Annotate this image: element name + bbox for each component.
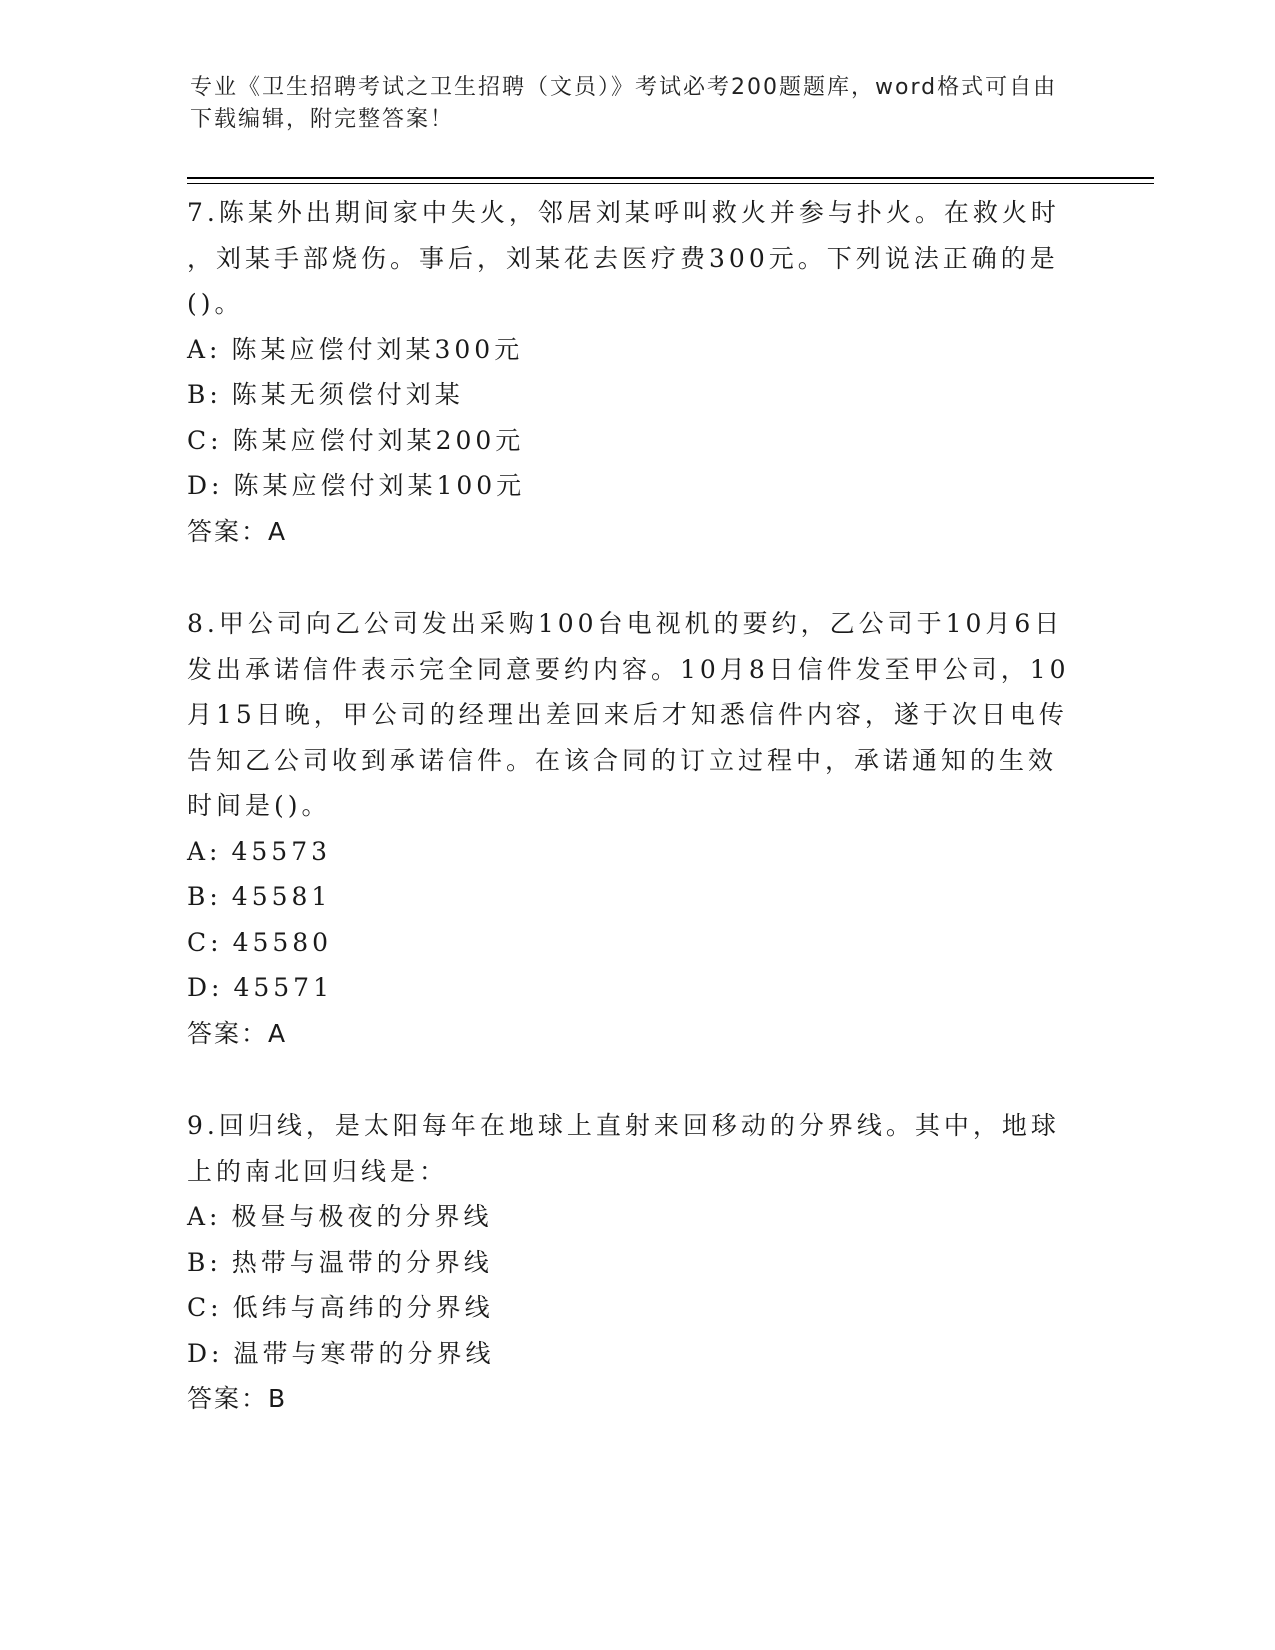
question-stem-line: 9.回归线，是太阳每年在地球上直射来回移动的分界线。其中，地球 bbox=[187, 1111, 1060, 1140]
answer-line: 答案：A bbox=[187, 516, 288, 546]
question-stem-line: 8.甲公司向乙公司发出采购100台电视机的要约，乙公司于10月6日 bbox=[187, 609, 1064, 638]
option-text: 45581 bbox=[231, 882, 332, 911]
option-text: 极昼与极夜的分界线 bbox=[231, 1202, 493, 1231]
question-stem-line: 告知乙公司收到承诺信件。在该合同的订立过程中，承诺通知的生效 bbox=[187, 745, 1058, 775]
option-letter: C: bbox=[187, 1293, 223, 1322]
question-stem-line: 7.陈某外出期间家中失火，邻居刘某呼叫救火并参与扑火。在救火时 bbox=[187, 198, 1060, 227]
option-b bbox=[187, 372, 1087, 418]
option-text: 陈某无须偿付刘某 bbox=[231, 380, 464, 409]
option-letter: A: bbox=[187, 1202, 222, 1231]
option-d bbox=[187, 463, 1087, 509]
option-letter: C: bbox=[187, 425, 223, 455]
question-stem-line: ，刘某手部烧伤。事后，刘某花去医疗费300元。下列说法正确的是 bbox=[187, 243, 1059, 273]
option-text: 热带与温带的分界线 bbox=[231, 1247, 493, 1277]
question-stem-line: 上的南北回归线是： bbox=[187, 1156, 449, 1186]
option-text: 陈某应偿付刘某300元 bbox=[231, 334, 524, 364]
option-text: 45571 bbox=[233, 973, 333, 1002]
option-letter: C: bbox=[187, 927, 223, 957]
document-header: 专业《卫生招聘考试之卫生招聘（文员）》考试必考200题题库，word格式可自由下载编辑，附完整答案！ bbox=[190, 75, 1058, 132]
option-text: 陈某应偿付刘某100元 bbox=[233, 471, 526, 500]
header-rule-thick bbox=[187, 177, 1154, 179]
option-letter: D: bbox=[187, 1338, 224, 1368]
question-stem-line: ()。 bbox=[187, 289, 244, 318]
header-rule-thin bbox=[187, 183, 1154, 184]
option-letter: B: bbox=[187, 882, 222, 911]
option-letter: D: bbox=[187, 973, 224, 1002]
option-letter: A: bbox=[187, 334, 222, 364]
option-text: 45573 bbox=[231, 836, 332, 866]
option-text: 陈某应偿付刘某200元 bbox=[232, 425, 525, 455]
option-text: 45580 bbox=[232, 927, 333, 957]
question-stem-line: 时间是()。 bbox=[187, 791, 331, 820]
option-letter: A: bbox=[187, 836, 222, 866]
question-stem-line: 发出承诺信件表示完全同意要约内容。10月8日信件发至甲公司，10 bbox=[187, 654, 1070, 684]
question-block bbox=[187, 601, 1087, 1056]
option-d bbox=[187, 1331, 1087, 1377]
option-letter: B: bbox=[187, 380, 222, 409]
option-letter: B: bbox=[187, 1247, 222, 1277]
answer-line: 答案：B bbox=[187, 1384, 288, 1413]
answer-line: 答案：A bbox=[187, 1018, 288, 1048]
option-a bbox=[187, 327, 1087, 373]
question-block bbox=[187, 1103, 1087, 1422]
option-b bbox=[187, 1240, 1087, 1286]
option-b bbox=[187, 874, 1087, 920]
question-stem-line: 月15日晚，甲公司的经理出差回来后才知悉信件内容，遂于次日电传 bbox=[187, 700, 1068, 729]
option-text: 温带与寒带的分界线 bbox=[233, 1338, 495, 1368]
option-a bbox=[187, 1194, 1087, 1240]
option-letter: D: bbox=[187, 471, 224, 500]
question-block bbox=[187, 190, 1087, 554]
option-c bbox=[187, 418, 1087, 464]
option-c bbox=[187, 920, 1087, 966]
option-c bbox=[187, 1285, 1087, 1331]
option-d bbox=[187, 965, 1087, 1011]
option-text: 低纬与高纬的分界线 bbox=[232, 1293, 494, 1322]
option-a bbox=[187, 829, 1087, 875]
